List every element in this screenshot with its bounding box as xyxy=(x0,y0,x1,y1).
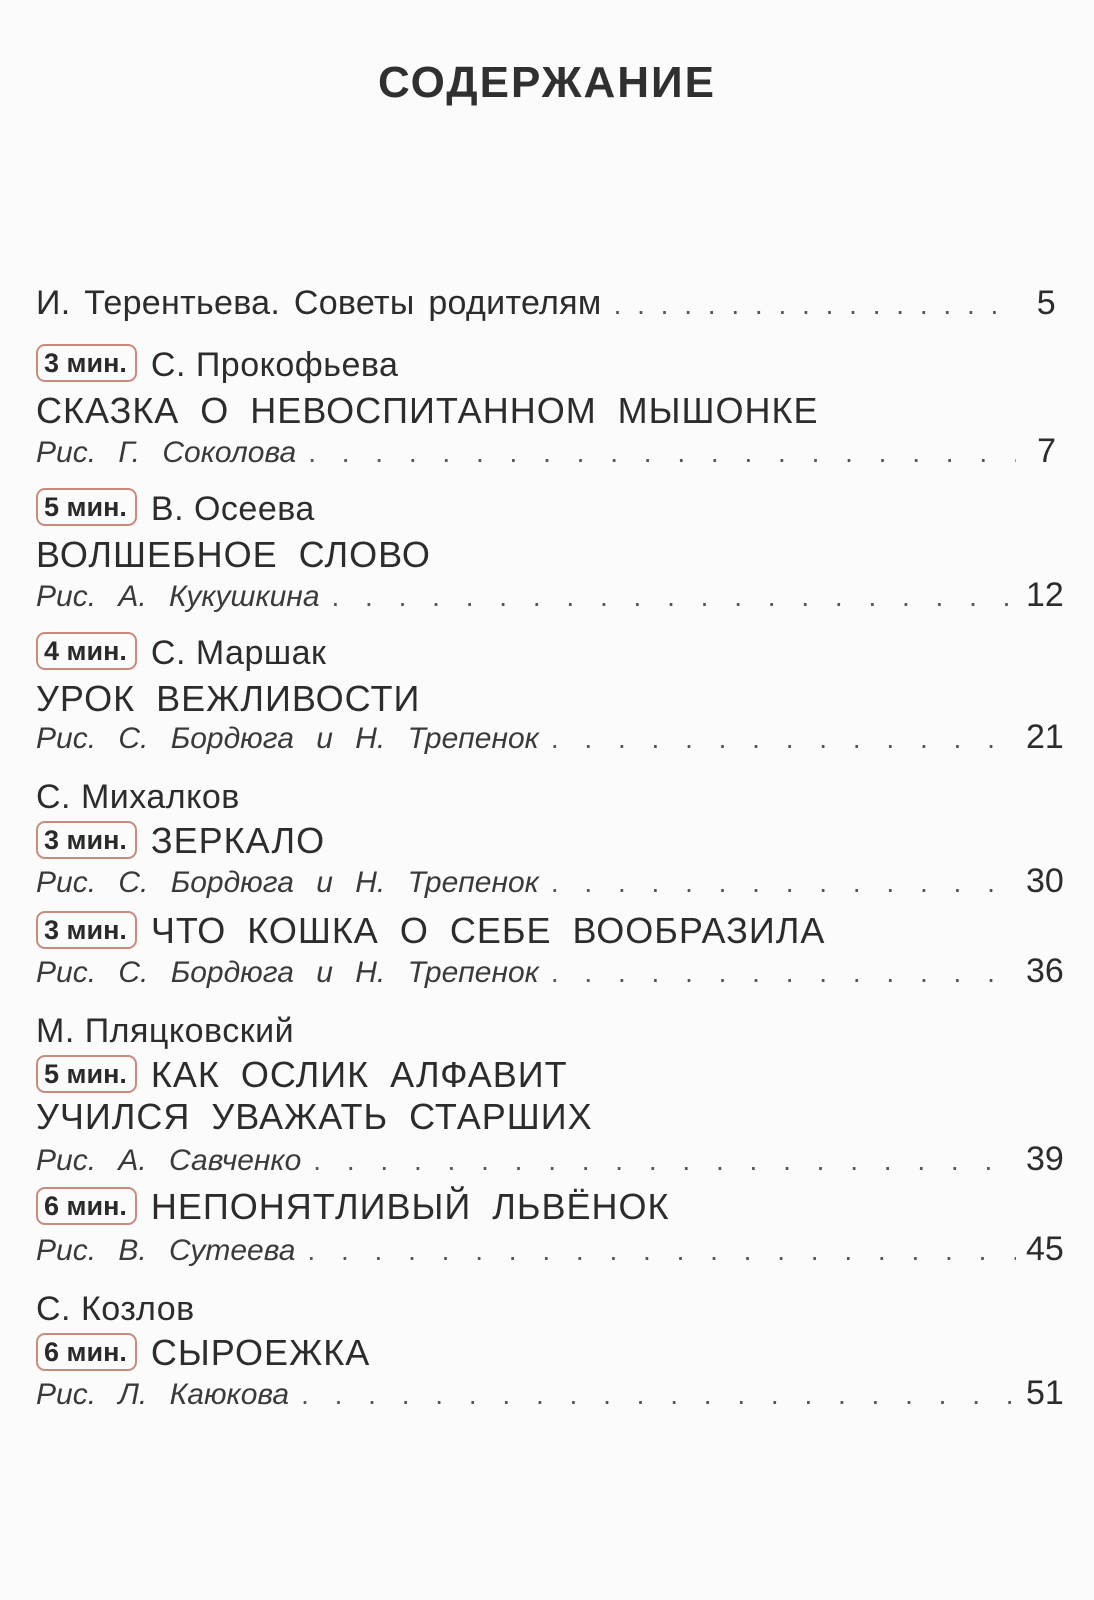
story-title-continued: УЧИЛСЯ УВАЖАТЬ СТАРШИХ xyxy=(36,1096,593,1137)
toc-illustrator-line xyxy=(36,1230,1064,1269)
toc-title-line xyxy=(36,534,1056,576)
author-name: С. Маршак xyxy=(150,634,327,672)
reading-time-badge: 6 мин. xyxy=(36,1333,137,1371)
toc-title-line xyxy=(36,678,1056,720)
page-number: 45 xyxy=(1026,1230,1064,1268)
illustrator-credit: Рис. В. Сутеева xyxy=(36,1234,296,1267)
toc-title-line xyxy=(36,910,1056,953)
dot-leader xyxy=(551,956,1016,990)
story-title: ВОЛШЕБНОЕ СЛОВО xyxy=(36,534,431,575)
page-title: СОДЕРЖАНИЕ xyxy=(377,58,717,107)
dot-leader xyxy=(551,866,1016,900)
toc-author-line xyxy=(36,490,1056,530)
toc-entry-intro xyxy=(36,284,1056,323)
story-title: КАК ОСЛИК АЛФАВИТ xyxy=(150,1054,568,1095)
toc-illustrator-line xyxy=(36,862,1064,901)
dot-leader xyxy=(308,436,1016,470)
illustrator-credit: Рис. А. Савченко xyxy=(36,1144,302,1177)
illustrator-credit: Рис. Л. Каюкова xyxy=(36,1378,290,1411)
author-name: С. Козлов xyxy=(36,1290,195,1328)
reading-time-badge: 3 мин. xyxy=(36,821,137,859)
illustrator-credit: Рис. А. Кукушкина xyxy=(36,580,320,613)
story-title: УРОК ВЕЖЛИВОСТИ xyxy=(36,678,421,719)
author-name: С. Прокофьева xyxy=(150,346,399,384)
toc-title-line xyxy=(36,390,1056,432)
toc-author-line xyxy=(36,778,1056,817)
dot-leader xyxy=(313,1144,1016,1178)
toc-illustrator-line xyxy=(36,718,1064,757)
story-title: НЕПОНЯТЛИВЫЙ ЛЬВЁНОК xyxy=(150,1186,670,1227)
toc-illustrator-line xyxy=(36,576,1064,615)
page-number: 51 xyxy=(1026,1374,1064,1412)
toc-title-line xyxy=(36,1186,1056,1229)
author-name: М. Пляцковский xyxy=(36,1012,295,1050)
toc-title-line-continued xyxy=(36,1096,1056,1138)
page-number: 30 xyxy=(1026,862,1064,900)
page-number: 7 xyxy=(1037,432,1056,470)
dot-leader xyxy=(332,580,1017,614)
page-number: 21 xyxy=(1026,718,1064,756)
toc-title-line xyxy=(36,1054,1056,1097)
toc-illustrator-line xyxy=(36,1374,1064,1413)
toc-illustrator-line xyxy=(36,952,1064,991)
toc-illustrator-line xyxy=(36,432,1056,471)
story-title: СКАЗКА О НЕВОСПИТАННОМ МЫШОНКЕ xyxy=(36,390,819,431)
toc-title-line xyxy=(36,820,1056,863)
reading-time-badge: 3 мин. xyxy=(36,344,137,382)
toc-illustrator-line xyxy=(36,1140,1064,1179)
illustrator-credit: Рис. С. Бордюга и Н. Трепенок xyxy=(36,722,539,755)
illustrator-credit: Рис. С. Бордюга и Н. Трепенок xyxy=(36,866,539,899)
dot-leader xyxy=(307,1234,1016,1268)
reading-time-badge: 6 мин. xyxy=(36,1187,137,1225)
toc-author-line xyxy=(36,1290,1056,1329)
reading-time-badge: 4 мин. xyxy=(36,632,137,670)
reading-time-badge: 5 мин. xyxy=(36,1055,137,1093)
story-title: ЗЕРКАЛО xyxy=(150,820,326,861)
story-title: СЫРОЕЖКА xyxy=(150,1332,371,1373)
toc-author-line xyxy=(36,346,1056,386)
toc-author-line xyxy=(36,1012,1056,1051)
page-number: 36 xyxy=(1026,952,1064,990)
author-name: С. Михалков xyxy=(36,778,240,816)
reading-time-badge: 5 мин. xyxy=(36,488,137,526)
page-number: 5 xyxy=(1036,284,1056,322)
dot-leader xyxy=(614,284,1016,323)
reading-time-badge: 3 мин. xyxy=(36,911,137,949)
page-number: 39 xyxy=(1026,1140,1064,1178)
toc-title-line xyxy=(36,1332,1056,1375)
story-title: ЧТО КОШКА О СЕБЕ ВООБРАЗИЛА xyxy=(150,910,826,951)
illustrator-credit: Рис. Г. Соколова xyxy=(36,436,297,469)
author-name: В. Осеева xyxy=(150,490,315,528)
intro-text: И. Терентьева. Советы родителям xyxy=(36,284,602,322)
page-number: 12 xyxy=(1026,576,1064,614)
toc-author-line xyxy=(36,634,1056,674)
dot-leader xyxy=(551,722,1016,756)
dot-leader xyxy=(301,1378,1016,1412)
illustrator-credit: Рис. С. Бордюга и Н. Трепенок xyxy=(36,956,539,989)
